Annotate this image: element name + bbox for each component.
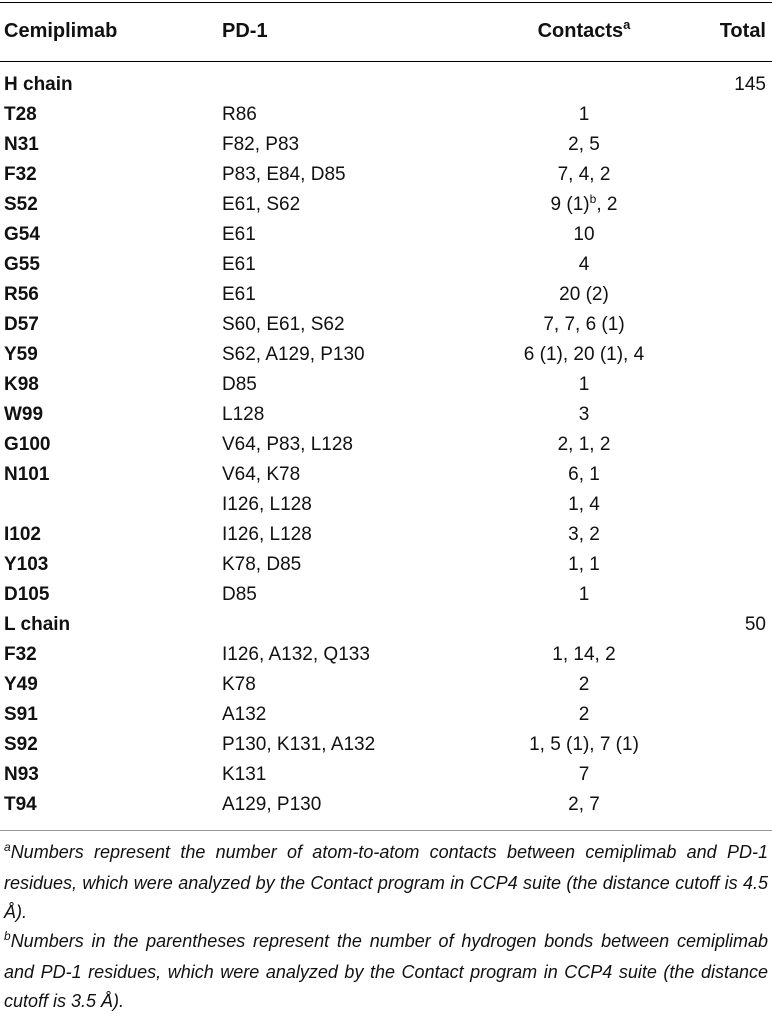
cell-pd1-residues: K131 — [222, 764, 267, 785]
cell-contacts: 6, 1 — [568, 464, 600, 485]
table-row — [0, 220, 772, 250]
cell-cemiplimab-residue: I102 — [4, 524, 41, 545]
cell-cemiplimab-residue: S52 — [4, 194, 38, 215]
cell-contacts: 4 — [578, 254, 590, 275]
table-row — [0, 580, 772, 610]
table-row — [0, 280, 772, 310]
cell-contacts: 1, 5 (1), 7 (1) — [529, 734, 639, 755]
header-cemiplimab: Cemiplimab — [4, 20, 118, 42]
cell-cemiplimab-residue: N93 — [4, 764, 39, 785]
cell-cemiplimab-residue: Y49 — [4, 674, 38, 695]
cell-contacts: 20 (2) — [559, 284, 609, 305]
cell-pd1-residues: K78, D85 — [222, 554, 302, 575]
cell-pd1-residues: D85 — [222, 374, 257, 395]
table-row — [0, 130, 772, 160]
header-contacts-footnote-marker: a — [623, 17, 631, 32]
cell-contacts: 2, 1, 2 — [557, 434, 611, 455]
footnote-b-marker: b — [4, 929, 11, 943]
cell-contacts: 1, 4 — [568, 494, 600, 515]
table-row — [0, 250, 772, 280]
cell-contacts: 7, 7, 6 (1) — [543, 314, 625, 335]
cell-cemiplimab-residue: T94 — [4, 794, 37, 815]
cell-pd1-residues: A129, P130 — [222, 794, 322, 815]
footnote-b-text: Numbers in the parentheses represent the number of hydrogen bonds between cemiplimab and PD-1 residues, which were analyzed by the Contact program in CCP4 suite (the distance cutoff is 3.5 Å). — [4, 931, 768, 1011]
cell-cemiplimab-residue: D105 — [4, 584, 50, 605]
table-row — [0, 190, 772, 220]
header-rule — [0, 61, 772, 62]
cell-pd1-residues: E61 — [222, 284, 256, 305]
cell-cemiplimab-residue: G55 — [4, 254, 40, 275]
cell-cemiplimab-residue: T28 — [4, 104, 37, 125]
table-row — [0, 610, 772, 640]
header-total: Total — [719, 20, 766, 42]
cell-pd1-residues: F82, P83 — [222, 134, 300, 155]
cell-cemiplimab-residue: S92 — [4, 734, 38, 755]
table-row — [0, 370, 772, 400]
cell-pd1-residues: I126, L128 — [222, 494, 312, 515]
cell-cemiplimab-residue: L chain — [4, 614, 71, 635]
table-row — [0, 760, 772, 790]
cell-total: 145 — [734, 74, 766, 95]
cell-contacts: 7 — [578, 764, 590, 785]
cell-pd1-residues: E61 — [222, 224, 256, 245]
table-row — [0, 340, 772, 370]
cell-contacts-part: 9 (1) — [550, 194, 590, 215]
table-row — [0, 490, 772, 520]
table-row — [0, 700, 772, 730]
cell-pd1-residues: D85 — [222, 584, 257, 605]
table-row — [0, 550, 772, 580]
table-row — [0, 430, 772, 460]
cell-pd1-residues: L128 — [222, 404, 265, 425]
header-pd1: PD-1 — [222, 20, 268, 42]
table-row — [0, 400, 772, 430]
cell-pd1-residues: S60, E61, S62 — [222, 314, 345, 335]
cell-contacts: 2, 5 — [568, 134, 600, 155]
table-row — [0, 100, 772, 130]
header-contacts — [409, 16, 759, 46]
cell-footnote-marker: b — [589, 192, 597, 206]
cell-cemiplimab-residue: K98 — [4, 374, 39, 395]
cell-total: 50 — [744, 614, 766, 635]
table-row — [0, 670, 772, 700]
cell-contacts: 10 — [573, 224, 595, 245]
cell-pd1-residues: I126, A132, Q133 — [222, 644, 370, 665]
table-bottom-rule — [0, 830, 772, 831]
cell-pd1-residues: K78 — [222, 674, 256, 695]
cell-cemiplimab-residue: G100 — [4, 434, 51, 455]
cell-contacts: 6 (1), 20 (1), 4 — [523, 344, 645, 365]
footnote-a-text: Numbers represent the number of atom-to-atom contacts between cemiplimab and PD-1 residues, which were analyzed by the Contact program in CCP4 suite (the distance cutoff is 4.5 Å). — [4, 842, 768, 922]
table-row — [0, 70, 772, 100]
cell-pd1-residues: P130, K131, A132 — [222, 734, 376, 755]
table-top-rule — [0, 2, 772, 3]
cell-cemiplimab-residue: Y59 — [4, 344, 38, 365]
table-row — [0, 790, 772, 820]
cell-pd1-residues: R86 — [222, 104, 257, 125]
cell-cemiplimab-residue: N31 — [4, 134, 39, 155]
cell-pd1-residues: P83, E84, D85 — [222, 164, 346, 185]
table-row — [0, 730, 772, 760]
cell-contacts-part: , 2 — [596, 194, 618, 215]
cell-pd1-residues: I126, L128 — [222, 524, 312, 545]
cell-contacts — [409, 190, 759, 221]
cell-pd1-residues: E61, S62 — [222, 194, 301, 215]
cell-cemiplimab-residue: G54 — [4, 224, 40, 245]
cell-cemiplimab-residue: F32 — [4, 644, 37, 665]
header-contacts-label: Contacts — [537, 20, 624, 42]
cell-contacts: 1 — [578, 104, 590, 125]
cell-contacts: 2 — [578, 674, 590, 695]
footnote-a-marker: a — [4, 840, 11, 854]
cell-cemiplimab-residue: H chain — [4, 74, 73, 95]
cell-contacts: 7, 4, 2 — [557, 164, 611, 185]
cell-cemiplimab-residue: S91 — [4, 704, 38, 725]
cell-cemiplimab-residue: N101 — [4, 464, 50, 485]
cell-pd1-residues: S62, A129, P130 — [222, 344, 365, 365]
cell-contacts: 1, 1 — [568, 554, 600, 575]
table-row — [0, 310, 772, 340]
cell-cemiplimab-residue: F32 — [4, 164, 37, 185]
cell-contacts: 3, 2 — [568, 524, 600, 545]
cell-contacts: 1 — [578, 374, 590, 395]
cell-pd1-residues: E61 — [222, 254, 256, 275]
cell-cemiplimab-residue: Y103 — [4, 554, 49, 575]
cell-contacts: 2, 7 — [568, 794, 600, 815]
cell-contacts: 2 — [578, 704, 590, 725]
table-row — [0, 160, 772, 190]
cell-cemiplimab-residue: W99 — [4, 404, 44, 425]
cell-cemiplimab-residue: R56 — [4, 284, 39, 305]
cell-contacts: 1 — [578, 584, 590, 605]
cell-pd1-residues: V64, K78 — [222, 464, 301, 485]
cell-contacts: 1, 14, 2 — [552, 644, 616, 665]
table-row — [0, 520, 772, 550]
cell-cemiplimab-residue: D57 — [4, 314, 39, 335]
footnote-b — [4, 927, 768, 1016]
cell-pd1-residues: A132 — [222, 704, 267, 725]
footnote-a — [4, 838, 768, 927]
table-row — [0, 460, 772, 490]
table-row — [0, 640, 772, 670]
cell-contacts: 3 — [578, 404, 590, 425]
cell-pd1-residues: V64, P83, L128 — [222, 434, 353, 455]
